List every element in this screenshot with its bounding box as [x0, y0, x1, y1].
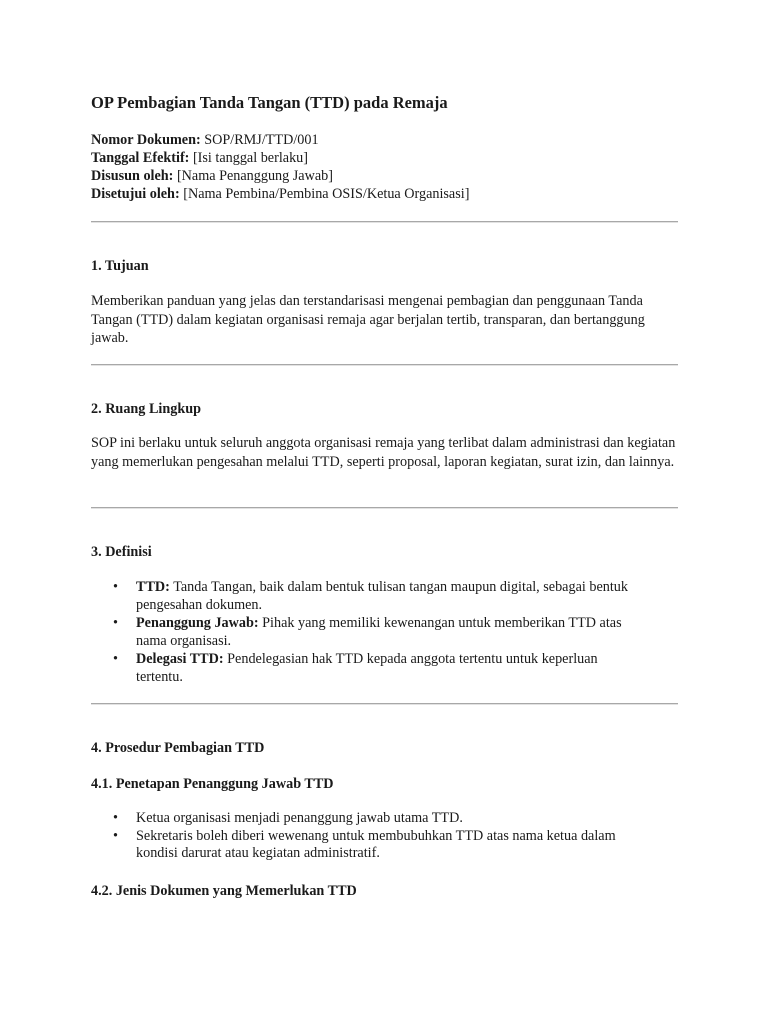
- list-item: [91, 651, 636, 686]
- bullet-icon: •: [113, 579, 118, 595]
- meta-label: Tanggal Efektif:: [91, 150, 190, 166]
- meta-value: SOP/RMJ/TTD/001: [200, 132, 319, 148]
- section-divider: [91, 507, 678, 509]
- meta-label: Disusun oleh:: [91, 168, 174, 184]
- section-heading-tujuan: 1. Tujuan: [91, 258, 149, 274]
- section-heading-definisi: 3. Definisi: [91, 544, 152, 560]
- document-metadata: [91, 131, 679, 203]
- meta-value: [Isi tanggal berlaku]: [189, 150, 308, 166]
- meta-tanggal-efektif: [91, 149, 679, 167]
- bullet-icon: •: [113, 651, 118, 667]
- meta-disetujui-oleh: [91, 185, 679, 203]
- procedure-list: [91, 810, 631, 863]
- meta-disusun-oleh: [91, 167, 679, 185]
- list-item: [91, 615, 636, 650]
- definition-term: Delegasi TTD:: [136, 651, 224, 667]
- bullet-icon: •: [113, 615, 118, 631]
- section-divider: [91, 703, 678, 705]
- section-divider: [91, 221, 678, 223]
- meta-value: [Nama Penanggung Jawab]: [173, 168, 333, 184]
- bullet-icon: •: [113, 810, 118, 826]
- meta-value: [Nama Pembina/Pembina OSIS/Ketua Organisasi]: [179, 186, 470, 202]
- definition-desc: Tanda Tangan, baik dalam bentuk tulisan tangan maupun digital, sebagai bentuk pengesahan dokumen.: [136, 579, 628, 613]
- subsection-heading-4-1: 4.1. Penetapan Penanggung Jawab TTD: [91, 776, 334, 792]
- section-heading-prosedur: 4. Prosedur Pembagian TTD: [91, 740, 265, 756]
- section-divider: [91, 364, 678, 366]
- section-text-ruang-lingkup: SOP ini berlaku untuk seluruh anggota organisasi remaja yang terlibat dalam administrasi dan kegiatan yang memerlukan pengesahan melalui TTD, seperti proposal, laporan kegiatan, surat izin, dan lainnya.: [91, 435, 676, 470]
- meta-label: Disetujui oleh:: [91, 186, 180, 202]
- subsection-heading-4-2: 4.2. Jenis Dokumen yang Memerlukan TTD: [91, 883, 357, 899]
- list-item: [91, 579, 636, 614]
- definition-term: TTD:: [136, 579, 170, 595]
- meta-nomor-dokumen: [91, 131, 679, 149]
- list-item-text: Ketua organisasi menjadi penanggung jawab utama TTD.: [136, 810, 463, 826]
- section-heading-ruang-lingkup: 2. Ruang Lingkup: [91, 401, 202, 417]
- list-item-text: Sekretaris boleh diberi wewenang untuk membubuhkan TTD atas nama ketua dalam kondisi darurat atau kegiatan administratif.: [136, 827, 616, 861]
- bullet-icon: •: [113, 827, 118, 844]
- definition-list: [91, 579, 636, 687]
- definition-desc: Pendelegasian hak TTD kepada anggota tertentu untuk keperluan tertentu.: [136, 651, 598, 685]
- list-item: [91, 810, 631, 828]
- section-text-tujuan: Memberikan panduan yang jelas dan terstandarisasi mengenai pembagian dan penggunaan Tanda Tangan (TTD) dalam kegiatan organisasi remaja agar berjalan tertib, transparan, dan bertanggung jawab.: [91, 293, 645, 346]
- document-title: OP Pembagian Tanda Tangan (TTD) pada Remaja: [91, 93, 448, 112]
- list-item: [91, 828, 631, 863]
- meta-label: Nomor Dokumen:: [91, 132, 201, 148]
- definition-desc: Pihak yang memiliki kewenangan untuk memberikan TTD atas nama organisasi.: [136, 615, 622, 649]
- definition-term: Penanggung Jawab:: [136, 615, 259, 631]
